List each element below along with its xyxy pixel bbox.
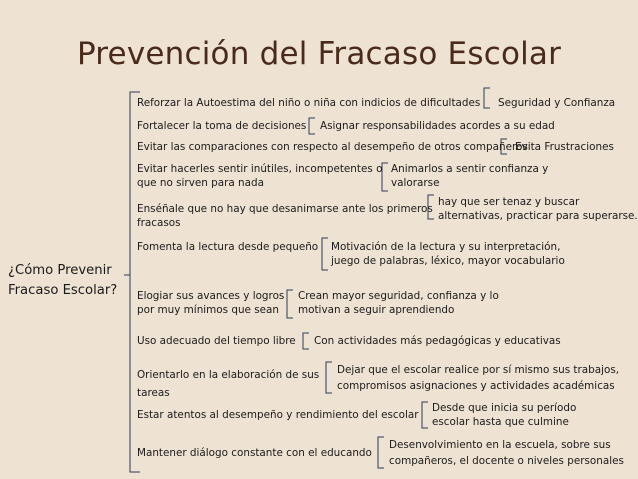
outcome-line: compromisos asignaciones y actividades académicas: [337, 380, 615, 392]
outcome-line: Dejar que el escolar realice por sí mismo sus trabajos,: [337, 364, 620, 376]
strategy-label: Evitar las comparaciones con respecto al desempeño de otros compañeros: [137, 141, 528, 153]
central-question-line: Fracaso Escolar?: [8, 283, 118, 298]
strategy-line: que no sirven para nada: [137, 177, 264, 189]
strategy-label: [137, 366, 319, 402]
row-bracket-9: [422, 402, 428, 428]
outcome-line: Crean mayor seguridad, confianza y lo: [298, 290, 499, 302]
strategy-line: por muy mínimos que sean: [137, 304, 279, 316]
strategy-line: Orientarlo en la elaboración de sus: [137, 369, 320, 381]
strategy-label: Estar atentos al desempeño y rendimiento del escolar: [137, 409, 419, 421]
strategy-label: [137, 289, 284, 317]
outcome-line: motivan a seguir aprendiendo: [298, 304, 455, 316]
outcome-label: [298, 289, 499, 317]
outcome-line: Desde que inicia su período: [432, 402, 577, 414]
strategy-label: [137, 202, 433, 230]
strategy-label: [137, 162, 382, 190]
outcome-label: Evita Frustraciones: [515, 141, 614, 153]
outcome-line: alternativas, practicar para superarse.: [438, 210, 638, 222]
outcome-line: compañeros, el docente o niveles personales: [389, 455, 624, 467]
outcome-line: juego de palabras, léxico, mayor vocabulario: [331, 255, 565, 267]
strategy-line: Elogiar sus avances y logros: [137, 290, 285, 302]
central-question-line: ¿Cómo Prevenir: [8, 263, 112, 278]
strategy-line: Enséñale que no hay que desanimarse ante los primeros: [137, 203, 433, 215]
row-bracket-5: [322, 238, 328, 270]
row-bracket-3: [382, 163, 388, 191]
outcome-label: Seguridad y Confianza: [498, 97, 616, 109]
strategy-label: Reforzar la Autoestima del niño o niña con indicios de dificultades: [137, 97, 481, 109]
strategy-label: Fomenta la lectura desde pequeño: [137, 241, 319, 253]
row-bracket-7: [303, 333, 309, 349]
outcome-line: Motivación de la lectura y su interpretación,: [331, 241, 561, 253]
strategy-label: Mantener diálogo constante con el educando: [137, 447, 372, 459]
strategy-label: Uso adecuado del tiempo libre: [137, 335, 296, 347]
row-bracket-8: [326, 362, 332, 393]
outcome-label: Con actividades más pedagógicas y educativas: [314, 335, 561, 347]
strategy-line: fracasos: [137, 217, 181, 229]
outcome-label: [432, 401, 576, 429]
row-bracket-6: [287, 290, 293, 318]
outcome-line: Desenvolvimiento en la escuela, sobre sus: [389, 439, 611, 451]
central-question: [8, 261, 117, 301]
row-bracket-1: [309, 118, 315, 134]
outcome-label: [391, 162, 548, 190]
outcome-label: [337, 362, 619, 394]
strategy-label: Fortalecer la toma de decisiones: [137, 120, 307, 132]
row-bracket-10: [378, 437, 384, 468]
outcome-line: hay que ser tenaz y buscar: [438, 196, 580, 208]
strategy-line: tareas: [137, 387, 170, 399]
row-bracket-0: [484, 88, 490, 108]
outcome-label: Asignar responsabilidades acordes a su edad: [320, 120, 555, 132]
strategy-line: Evitar hacerles sentir inútiles, incompetentes o: [137, 163, 383, 175]
outcome-line: Animarlos a sentir confianza y: [391, 163, 549, 175]
outcome-label: [389, 437, 624, 469]
page-title: Prevención del Fracaso Escolar: [76, 36, 562, 72]
outcome-label: [331, 240, 565, 268]
outcome-line: escolar hasta que culmine: [432, 416, 569, 428]
outcome-line: valorarse: [391, 177, 440, 189]
outcome-label: [438, 195, 638, 223]
